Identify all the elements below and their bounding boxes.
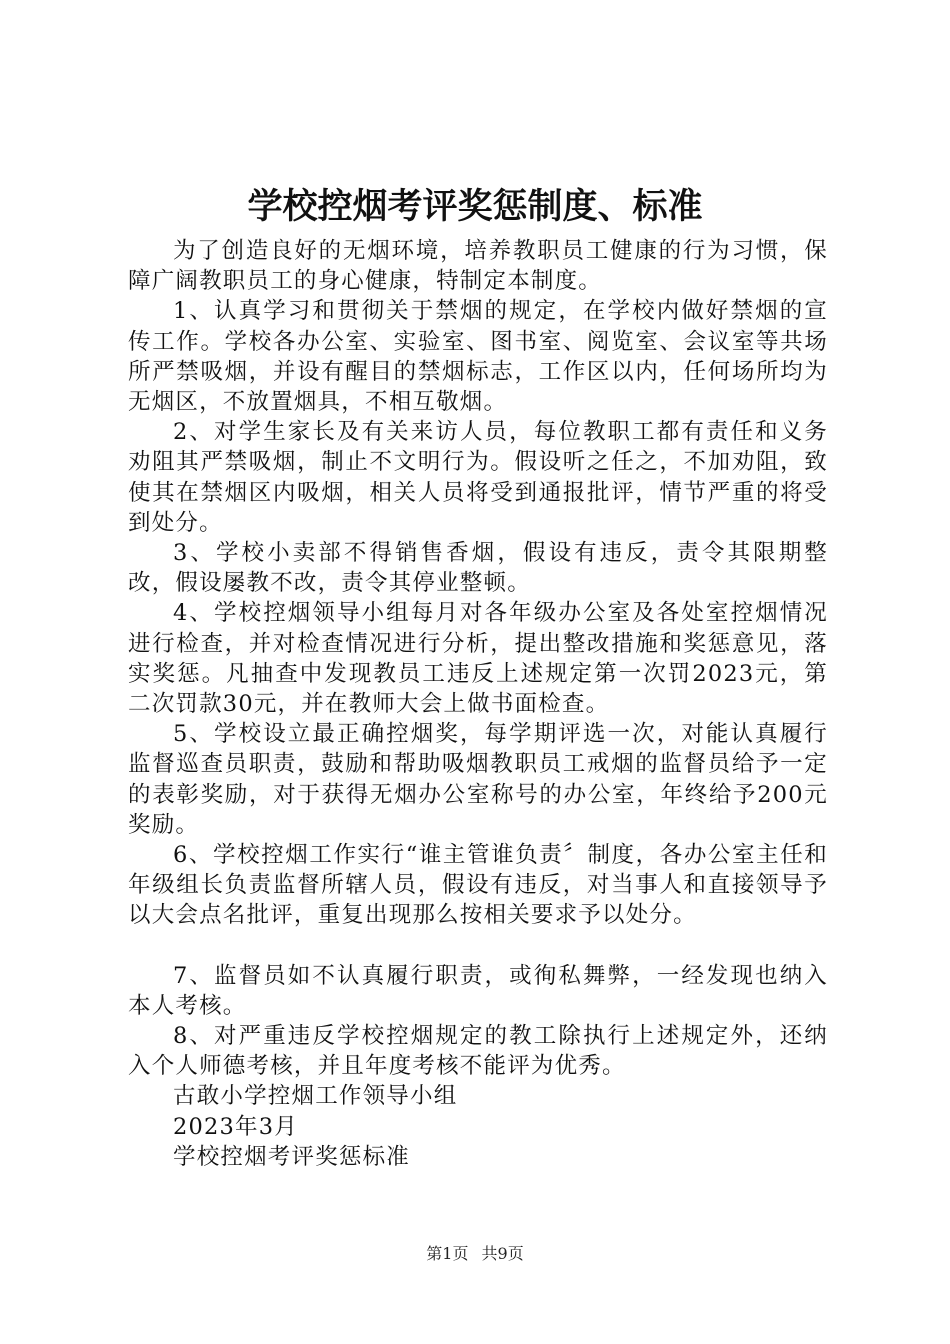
next-section-heading: 学校控烟考评奖惩标准 bbox=[173, 1143, 411, 1170]
paragraph-6: 6、学校控烟工作实行“谁主管谁负责〞制度，各办公室主任和年级组长负责监督所辖人员，假设有违反，对当事人和直接领导予以大会点名批评，重复出现那么按相关要求予以处分。 bbox=[128, 842, 828, 929]
page-footer bbox=[0, 1244, 950, 1264]
paragraph-8: 8、对严重违反学校控烟规定的教工除执行上述规定外，还纳入个人师德考核，并且年度考核不能评为优秀。 bbox=[128, 1023, 828, 1080]
paragraph-4: 4、学校控烟领导小组每月对各年级办公室及各处室控烟情况进行检查，并对检查情况进行分析，提出整改措施和奖惩意见，落实奖惩。凡抽查中发现教员工违反上述规定第一次罚2023元，第二次罚款30元，并在教师大会上做书面检查。 bbox=[128, 600, 828, 718]
paragraph-2: 2、对学生家长及有关来访人员，每位教职工都有责任和义务劝阻其严禁吸烟，制止不文明行为。假设听之任之，不加劝阻，致使其在禁烟区内吸烟，相关人员将受到通报批评，情节严重的将受到处分。 bbox=[128, 419, 828, 536]
document-body bbox=[128, 236, 828, 1172]
page-number: 第1页 bbox=[426, 1244, 469, 1263]
signature-date: 2023年3月 bbox=[173, 1113, 298, 1140]
document-title: 学校控烟考评奖惩制度、标准 bbox=[247, 186, 703, 227]
paragraph-3: 3、学校小卖部不得销售香烟，假设有违反，责令其限期整改，假设屡教不改，责令其停业整顿。 bbox=[128, 540, 828, 597]
signature-organization: 古敢小学控烟工作领导小组 bbox=[173, 1083, 458, 1110]
paragraph-intro: 为了创造良好的无烟环境，培养教职员工健康的行为习惯，保障广阔教职员工的身心健康，特制定本制度。 bbox=[128, 238, 828, 295]
paragraph-5: 5、学校设立最正确控烟奖，每学期评选一次，对能认真履行监督巡查员职责，鼓励和帮助吸烟教职员工戒烟的监督员给予一定的表彰奖励，对于获得无烟办公室称号的办公室，年终给予200元奖励。 bbox=[128, 721, 828, 838]
page-total: 共9页 bbox=[481, 1244, 524, 1263]
paragraph-1: 1、认真学习和贯彻关于禁烟的规定，在学校内做好禁烟的宣传工作。学校各办公室、实验室、图书室、阅览室、会议室等共场所严禁吸烟，并设有醒目的禁烟标志，工作区以内，任何场所均为无烟区，不放置烟具，不相互敬烟。 bbox=[128, 298, 828, 416]
paragraph-7: 7、监督员如不认真履行职责，或徇私舞弊，一经发现也纳入本人考核。 bbox=[128, 962, 828, 1019]
